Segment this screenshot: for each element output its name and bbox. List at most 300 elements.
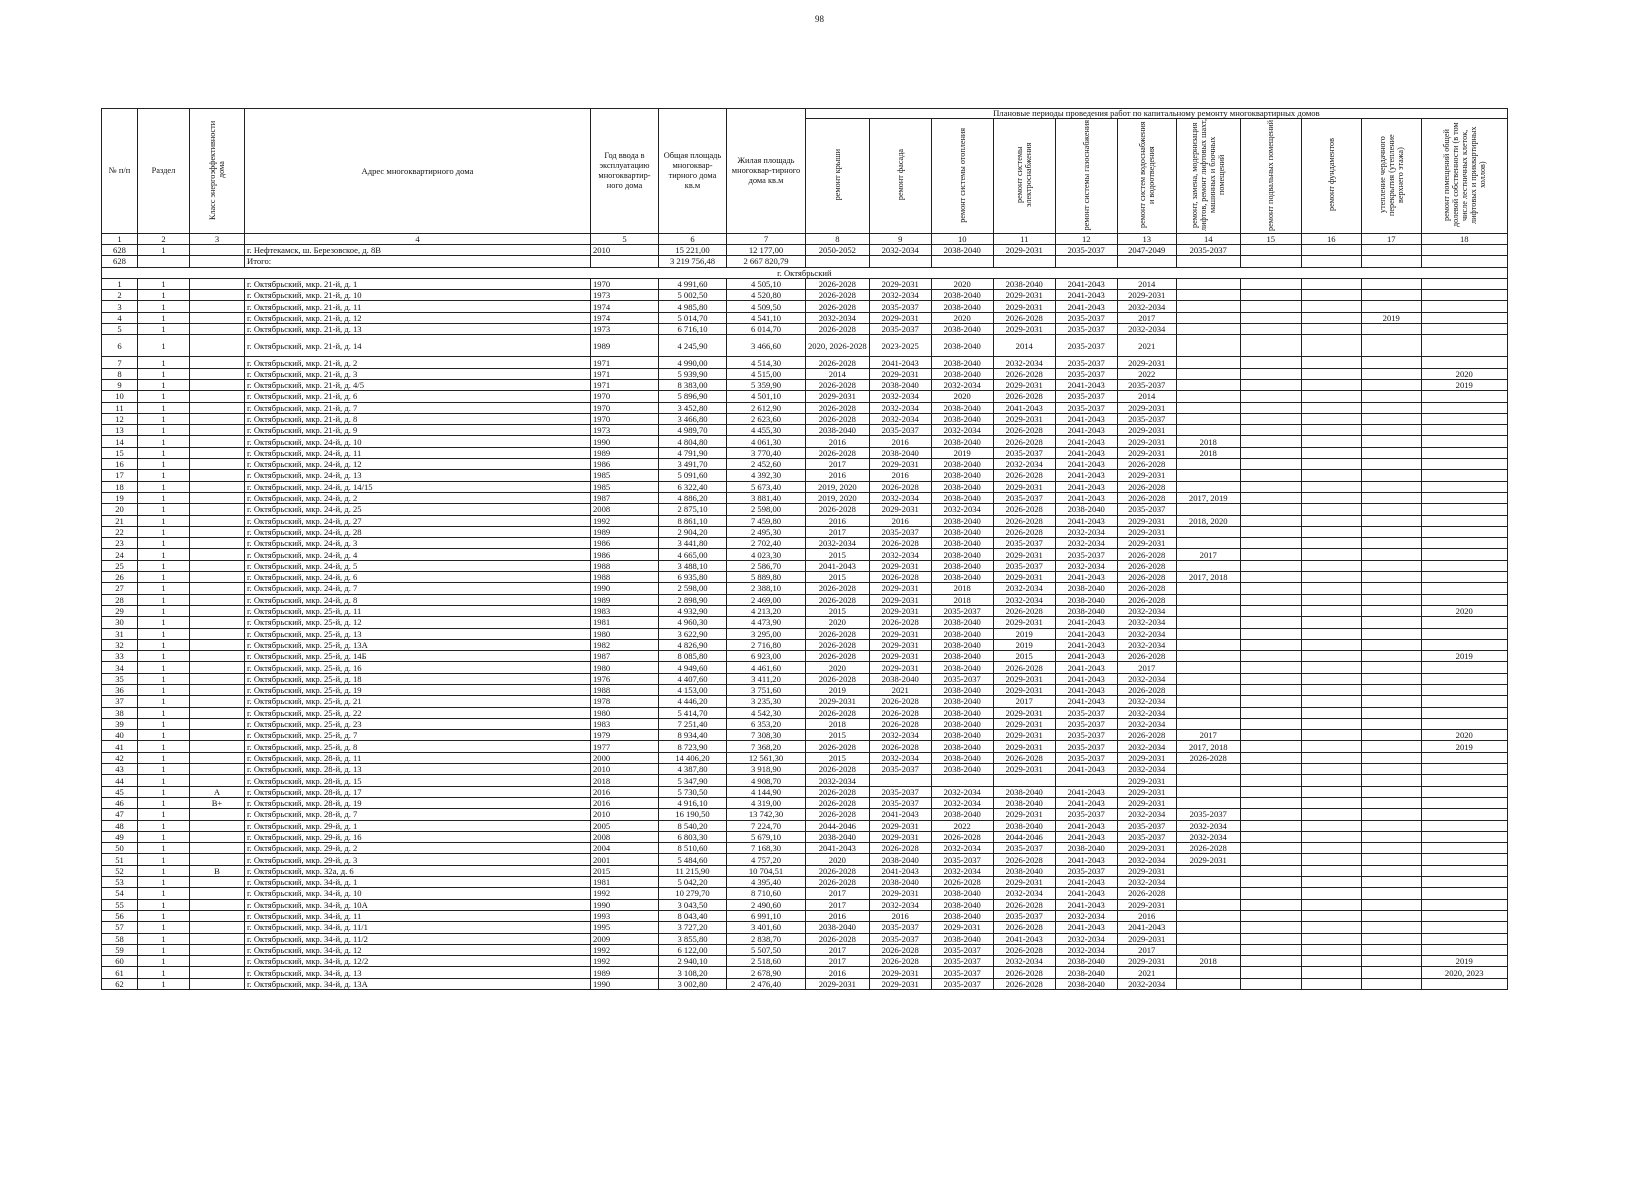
- header-planned-periods: Плановые периоды проведения работ по капитальному ремонту многоквартирных домов: [806, 109, 1508, 119]
- table-cell: г. Октябрьский, мкр. 21-й, д. 11: [245, 301, 591, 312]
- table-cell: 2026-2028: [806, 673, 870, 684]
- table-cell: 1: [138, 379, 190, 390]
- table-cell: [1301, 481, 1361, 492]
- table-cell: 2026-2028: [806, 357, 870, 368]
- table-cell: 2020, 2023: [1421, 967, 1507, 978]
- table-cell: 2026-2028: [869, 843, 931, 854]
- table-cell: 1980: [591, 662, 659, 673]
- table-cell: 2019, 2020: [806, 481, 870, 492]
- table-cell: [190, 312, 245, 323]
- table-cell: [1240, 628, 1301, 639]
- table-cell: г. Октябрьский, мкр. 24-й, д. 6: [245, 572, 591, 583]
- table-cell: 1: [138, 967, 190, 978]
- table-cell: 2029-2031: [993, 718, 1055, 729]
- table-cell: [1421, 978, 1507, 989]
- table-cell: [1301, 718, 1361, 729]
- table-cell: 2 476,40: [727, 978, 806, 989]
- table-cell: [190, 752, 245, 763]
- table-cell: 2032-2034: [993, 956, 1055, 967]
- table-cell: 2035-2037: [993, 492, 1055, 503]
- table-cell: [1301, 786, 1361, 797]
- table-cell: 18: [102, 481, 138, 492]
- table-cell: 1: [138, 910, 190, 921]
- table-cell: 2016: [591, 786, 659, 797]
- table-cell: 36: [102, 684, 138, 695]
- table-cell: 2038-2040: [1055, 583, 1117, 594]
- table-cell: 2029-2031: [869, 583, 931, 594]
- table-cell: 46: [102, 797, 138, 808]
- table-row: [102, 526, 1508, 537]
- table-cell: 4 061,30: [727, 436, 806, 447]
- table-cell: 2014: [1117, 391, 1176, 402]
- table-cell: 2 452,60: [727, 459, 806, 470]
- table-cell: 1982: [591, 639, 659, 650]
- table-cell: [1421, 775, 1507, 786]
- table-cell: 2041-2043: [1055, 628, 1117, 639]
- table-cell: [1421, 854, 1507, 865]
- table-cell: [1240, 967, 1301, 978]
- table-cell: 2038-2040: [931, 549, 993, 560]
- table-cell: [1301, 933, 1361, 944]
- table-cell: 1: [138, 594, 190, 605]
- table-cell: [1240, 290, 1301, 301]
- table-cell: 2026-2028: [993, 899, 1055, 910]
- table-cell: 13 742,30: [727, 809, 806, 820]
- table-cell: г. Октябрьский, мкр. 21-й, д. 6: [245, 391, 591, 402]
- table-cell: 2032-2034: [1055, 944, 1117, 955]
- table-cell: 1988: [591, 560, 659, 571]
- table-cell: 53: [102, 877, 138, 888]
- table-cell: [1421, 752, 1507, 763]
- column-number: 17: [1361, 234, 1421, 245]
- table-cell: 2029-2031: [869, 628, 931, 639]
- table-cell: 2032-2034: [931, 504, 993, 515]
- table-cell: 2038-2040: [931, 245, 993, 256]
- table-cell: 2019: [1361, 312, 1421, 323]
- table-cell: 1: [138, 402, 190, 413]
- table-cell: 4 985,80: [659, 301, 727, 312]
- table-cell: [1176, 504, 1240, 515]
- table-cell: 10 279,70: [659, 888, 727, 899]
- table-cell: 2026-2028: [993, 854, 1055, 865]
- table-cell: 5 673,40: [727, 481, 806, 492]
- table-cell: 2 702,40: [727, 538, 806, 549]
- table-cell: [1421, 764, 1507, 775]
- table-cell: [1240, 402, 1301, 413]
- table-cell: 1: [138, 843, 190, 854]
- table-cell: 2 875,10: [659, 504, 727, 515]
- table-cell: 4 455,30: [727, 425, 806, 436]
- table-cell: 2022: [1117, 368, 1176, 379]
- table-cell: 3 452,80: [659, 402, 727, 413]
- table-cell: 2032-2034: [1117, 764, 1176, 775]
- table-cell: 2029-2031: [1117, 526, 1176, 537]
- table-cell: 1: [138, 470, 190, 481]
- table-cell: 1992: [591, 515, 659, 526]
- table-cell: 2018: [931, 583, 993, 594]
- table-cell: 1: [138, 956, 190, 967]
- table-cell: 7 368,20: [727, 741, 806, 752]
- table-cell: [1421, 594, 1507, 605]
- table-cell: 2038-2040: [993, 786, 1055, 797]
- table-cell: 47: [102, 809, 138, 820]
- table-cell: [190, 922, 245, 933]
- table-cell: 1: [138, 617, 190, 628]
- table-cell: 1: [138, 877, 190, 888]
- table-cell: 3 235,30: [727, 696, 806, 707]
- table-cell: 2026-2028: [1176, 752, 1240, 763]
- table-cell: [1301, 956, 1361, 967]
- table-cell: 4 886,20: [659, 492, 727, 503]
- table-cell: 37: [102, 696, 138, 707]
- table-cell: [1176, 324, 1240, 335]
- table-cell: [1240, 447, 1301, 458]
- table-cell: 2 469,00: [727, 594, 806, 605]
- table-cell: [1176, 391, 1240, 402]
- table-cell: [1240, 572, 1301, 583]
- table-cell: [1176, 899, 1240, 910]
- table-cell: 24: [102, 549, 138, 560]
- table-row: [102, 956, 1508, 967]
- table-cell: 1985: [591, 481, 659, 492]
- table-cell: 2038-2040: [993, 278, 1055, 289]
- table-cell: 2032-2034: [869, 245, 931, 256]
- table-cell: 2026-2028: [806, 809, 870, 820]
- table-cell: г. Октябрьский, мкр. 34-й, д. 11/1: [245, 922, 591, 933]
- table-cell: 2041-2043: [1055, 820, 1117, 831]
- table-cell: 2038-2040: [931, 718, 993, 729]
- table-cell: [1421, 843, 1507, 854]
- table-cell: 1: [138, 459, 190, 470]
- table-cell: [1240, 549, 1301, 560]
- table-cell: 4 501,10: [727, 391, 806, 402]
- table-cell: [1176, 379, 1240, 390]
- table-cell: 2038-2040: [1055, 843, 1117, 854]
- table-cell: 1: [138, 684, 190, 695]
- table-cell: 2041-2043: [1117, 922, 1176, 933]
- table-row: [102, 447, 1508, 458]
- table-row: [102, 978, 1508, 989]
- table-cell: 2038-2040: [806, 425, 870, 436]
- table-cell: [190, 357, 245, 368]
- table-cell: 2019: [1421, 379, 1507, 390]
- table-cell: [1176, 684, 1240, 695]
- table-cell: 1: [138, 820, 190, 831]
- table-cell: 2026-2028: [806, 301, 870, 312]
- table-cell: [1240, 379, 1301, 390]
- table-cell: 2038-2040: [931, 662, 993, 673]
- table-cell: 2035-2037: [1176, 809, 1240, 820]
- table-cell: 5 002,50: [659, 290, 727, 301]
- table-cell: [190, 741, 245, 752]
- table-cell: [591, 256, 659, 267]
- table-cell: [190, 967, 245, 978]
- table-cell: [1301, 572, 1361, 583]
- table-cell: 20: [102, 504, 138, 515]
- table-cell: 2014: [806, 368, 870, 379]
- table-cell: [1240, 854, 1301, 865]
- table-cell: 2038-2040: [931, 436, 993, 447]
- table-cell: [190, 933, 245, 944]
- table-cell: 2032-2034: [931, 865, 993, 876]
- table-cell: 4 804,80: [659, 436, 727, 447]
- table-cell: [1176, 538, 1240, 549]
- table-cell: 1: [138, 492, 190, 503]
- table-cell: 2029-2031: [1117, 797, 1176, 808]
- table-cell: [1361, 684, 1421, 695]
- table-cell: г. Октябрьский, мкр. 24-й, д. 25: [245, 504, 591, 515]
- table-cell: [1361, 572, 1421, 583]
- table-cell: 2 490,60: [727, 899, 806, 910]
- table-cell: [1176, 526, 1240, 537]
- table-cell: 2029-2031: [993, 379, 1055, 390]
- table-cell: 2041-2043: [1055, 786, 1117, 797]
- table-row: [102, 470, 1508, 481]
- table-cell: 2029-2031: [993, 549, 1055, 560]
- table-cell: 2026-2028: [806, 447, 870, 458]
- table-cell: 4 319,00: [727, 797, 806, 808]
- table-cell: А: [190, 786, 245, 797]
- table-cell: [1421, 877, 1507, 888]
- table-row: [102, 820, 1508, 831]
- table-row: [102, 605, 1508, 616]
- city-name: г. Октябрьский: [102, 267, 1508, 278]
- table-cell: 2041-2043: [869, 809, 931, 820]
- table-cell: 1973: [591, 324, 659, 335]
- table-cell: [190, 379, 245, 390]
- table-cell: [1361, 357, 1421, 368]
- table-cell: 45: [102, 786, 138, 797]
- table-cell: [1361, 628, 1421, 639]
- table-cell: 2026-2028: [993, 368, 1055, 379]
- table-cell: 2015: [806, 572, 870, 583]
- table-cell: г. Октябрьский, мкр. 21-й, д. 13: [245, 324, 591, 335]
- table-row: [102, 741, 1508, 752]
- table-cell: 4 473,90: [727, 617, 806, 628]
- table-cell: 2041-2043: [1055, 278, 1117, 289]
- table-cell: [1361, 324, 1421, 335]
- table-cell: [190, 538, 245, 549]
- city-row: [102, 267, 1508, 278]
- table-cell: Итого:: [245, 256, 591, 267]
- table-cell: [1421, 910, 1507, 921]
- table-cell: 1: [138, 662, 190, 673]
- table-cell: [1361, 504, 1421, 515]
- table-cell: [1421, 447, 1507, 458]
- table-cell: [190, 944, 245, 955]
- table-cell: [1240, 481, 1301, 492]
- table-cell: 1: [138, 605, 190, 616]
- table-cell: г. Октябрьский, мкр. 29-й, д. 16: [245, 831, 591, 842]
- table-cell: 4 213,20: [727, 605, 806, 616]
- table-cell: [1361, 526, 1421, 537]
- table-cell: 2032-2034: [1176, 831, 1240, 842]
- table-cell: 1: [138, 831, 190, 842]
- table-cell: г. Октябрьский, мкр. 21-й, д. 8: [245, 413, 591, 424]
- table-cell: [1055, 256, 1117, 267]
- table-cell: [1240, 617, 1301, 628]
- table-cell: 2035-2037: [931, 854, 993, 865]
- table-cell: 4 514,30: [727, 357, 806, 368]
- table-row: [102, 594, 1508, 605]
- column-number: 1: [102, 234, 138, 245]
- table-cell: 2032-2034: [806, 312, 870, 323]
- table-cell: [1301, 402, 1361, 413]
- total-row: [102, 256, 1508, 267]
- table-cell: [1176, 877, 1240, 888]
- header-water: ремонт систем водоснабжения и водоотведения: [1117, 119, 1176, 234]
- table-cell: [1240, 910, 1301, 921]
- table-cell: [1240, 324, 1301, 335]
- table-row: [102, 764, 1508, 775]
- table-cell: 2032-2034: [869, 413, 931, 424]
- table-cell: [1421, 504, 1507, 515]
- table-cell: 2019: [993, 628, 1055, 639]
- table-cell: 2032-2034: [1117, 639, 1176, 650]
- table-cell: 2026-2028: [869, 538, 931, 549]
- table-cell: 2 586,70: [727, 560, 806, 571]
- header-section: Раздел: [138, 109, 190, 234]
- table-cell: 2008: [591, 831, 659, 842]
- table-cell: 2029-2031: [869, 820, 931, 831]
- table-cell: 2026-2028: [806, 628, 870, 639]
- table-cell: г. Октябрьский, мкр. 25-й, д. 11: [245, 605, 591, 616]
- column-number: 15: [1240, 234, 1301, 245]
- table-cell: 2026-2028: [1117, 594, 1176, 605]
- table-cell: 3 751,60: [727, 684, 806, 695]
- table-cell: 5: [102, 324, 138, 335]
- table-cell: 2016: [806, 515, 870, 526]
- table-cell: 2032-2034: [1117, 617, 1176, 628]
- table-cell: 1: [138, 572, 190, 583]
- table-cell: 2041-2043: [1055, 459, 1117, 470]
- table-cell: [1361, 402, 1421, 413]
- table-cell: [1240, 786, 1301, 797]
- table-cell: 6: [102, 335, 138, 357]
- table-cell: 2038-2040: [931, 526, 993, 537]
- table-cell: 2044-2046: [806, 820, 870, 831]
- table-cell: [1176, 933, 1240, 944]
- table-cell: 1: [138, 413, 190, 424]
- table-cell: 1992: [591, 944, 659, 955]
- table-cell: [1361, 549, 1421, 560]
- table-cell: 2026-2028: [869, 572, 931, 583]
- table-cell: [1301, 335, 1361, 357]
- table-cell: [1421, 413, 1507, 424]
- table-cell: 1: [138, 245, 190, 256]
- table-cell: [1421, 899, 1507, 910]
- table-cell: 2015: [806, 605, 870, 616]
- table-cell: 2029-2031: [993, 617, 1055, 628]
- table-cell: 2029-2031: [869, 605, 931, 616]
- table-cell: 2035-2037: [1117, 379, 1176, 390]
- table-cell: 2035-2037: [869, 425, 931, 436]
- table-cell: [1176, 944, 1240, 955]
- table-cell: [1361, 899, 1421, 910]
- table-cell: 2029-2031: [869, 831, 931, 842]
- table-cell: 1989: [591, 594, 659, 605]
- table-row: [102, 899, 1508, 910]
- table-cell: 2041-2043: [993, 933, 1055, 944]
- table-cell: [1301, 673, 1361, 684]
- table-cell: 5 889,80: [727, 572, 806, 583]
- table-cell: 2005: [591, 820, 659, 831]
- table-cell: 2029-2031: [869, 594, 931, 605]
- table-cell: 2026-2028: [1117, 730, 1176, 741]
- table-row: [102, 967, 1508, 978]
- table-cell: [1361, 651, 1421, 662]
- table-cell: [1176, 459, 1240, 470]
- table-cell: 2038-2040: [931, 730, 993, 741]
- table-cell: 2026-2028: [806, 290, 870, 301]
- table-cell: 59: [102, 944, 138, 955]
- table-cell: [1176, 560, 1240, 571]
- table-row: [102, 684, 1508, 695]
- table-cell: [993, 775, 1055, 786]
- table-row: [102, 572, 1508, 583]
- table-cell: 6 991,10: [727, 910, 806, 921]
- table-cell: [1361, 481, 1421, 492]
- table-cell: 2029-2031: [869, 504, 931, 515]
- table-cell: 2026-2028: [806, 933, 870, 944]
- table-cell: [1421, 515, 1507, 526]
- table-cell: В+: [190, 797, 245, 808]
- table-cell: [1361, 967, 1421, 978]
- table-cell: 2026-2028: [806, 504, 870, 515]
- table-cell: 49: [102, 831, 138, 842]
- table-cell: 2017: [806, 944, 870, 955]
- table-cell: [1301, 888, 1361, 899]
- table-cell: 1995: [591, 922, 659, 933]
- table-cell: 2038-2040: [869, 447, 931, 458]
- table-cell: 2032-2034: [1117, 673, 1176, 684]
- table-cell: 2035-2037: [1176, 245, 1240, 256]
- table-cell: [1240, 865, 1301, 876]
- table-cell: г. Октябрьский, мкр. 25-й, д. 19: [245, 684, 591, 695]
- table-cell: 2032-2034: [1117, 301, 1176, 312]
- table-cell: 2 518,60: [727, 956, 806, 967]
- table-cell: 1: [138, 504, 190, 515]
- table-cell: 2041-2043: [1055, 651, 1117, 662]
- table-cell: г. Октябрьский, мкр. 28-й, д. 13: [245, 764, 591, 775]
- table-cell: [869, 256, 931, 267]
- table-cell: 2047-2049: [1117, 245, 1176, 256]
- table-cell: 41: [102, 741, 138, 752]
- table-cell: [1421, 888, 1507, 899]
- table-cell: 1: [138, 436, 190, 447]
- table-cell: 1989: [591, 335, 659, 357]
- table-cell: 5 939,90: [659, 368, 727, 379]
- table-cell: [190, 391, 245, 402]
- table-cell: 3 295,00: [727, 628, 806, 639]
- table-cell: 2 388,10: [727, 583, 806, 594]
- table-row: [102, 843, 1508, 854]
- table-cell: 28: [102, 594, 138, 605]
- table-cell: [1301, 256, 1361, 267]
- table-cell: 5 730,50: [659, 786, 727, 797]
- table-cell: г. Октябрьский, мкр. 34-й, д. 12: [245, 944, 591, 955]
- table-cell: [931, 775, 993, 786]
- table-cell: [1176, 312, 1240, 323]
- table-cell: 2038-2040: [931, 492, 993, 503]
- table-cell: г. Октябрьский, мкр. 25-й, д. 13: [245, 628, 591, 639]
- table-cell: 2018, 2020: [1176, 515, 1240, 526]
- table-cell: г. Октябрьский, мкр. 32а, д. 6: [245, 865, 591, 876]
- table-cell: 2026-2028: [993, 504, 1055, 515]
- table-cell: 7: [102, 357, 138, 368]
- table-cell: 5 414,70: [659, 707, 727, 718]
- table-cell: [1176, 628, 1240, 639]
